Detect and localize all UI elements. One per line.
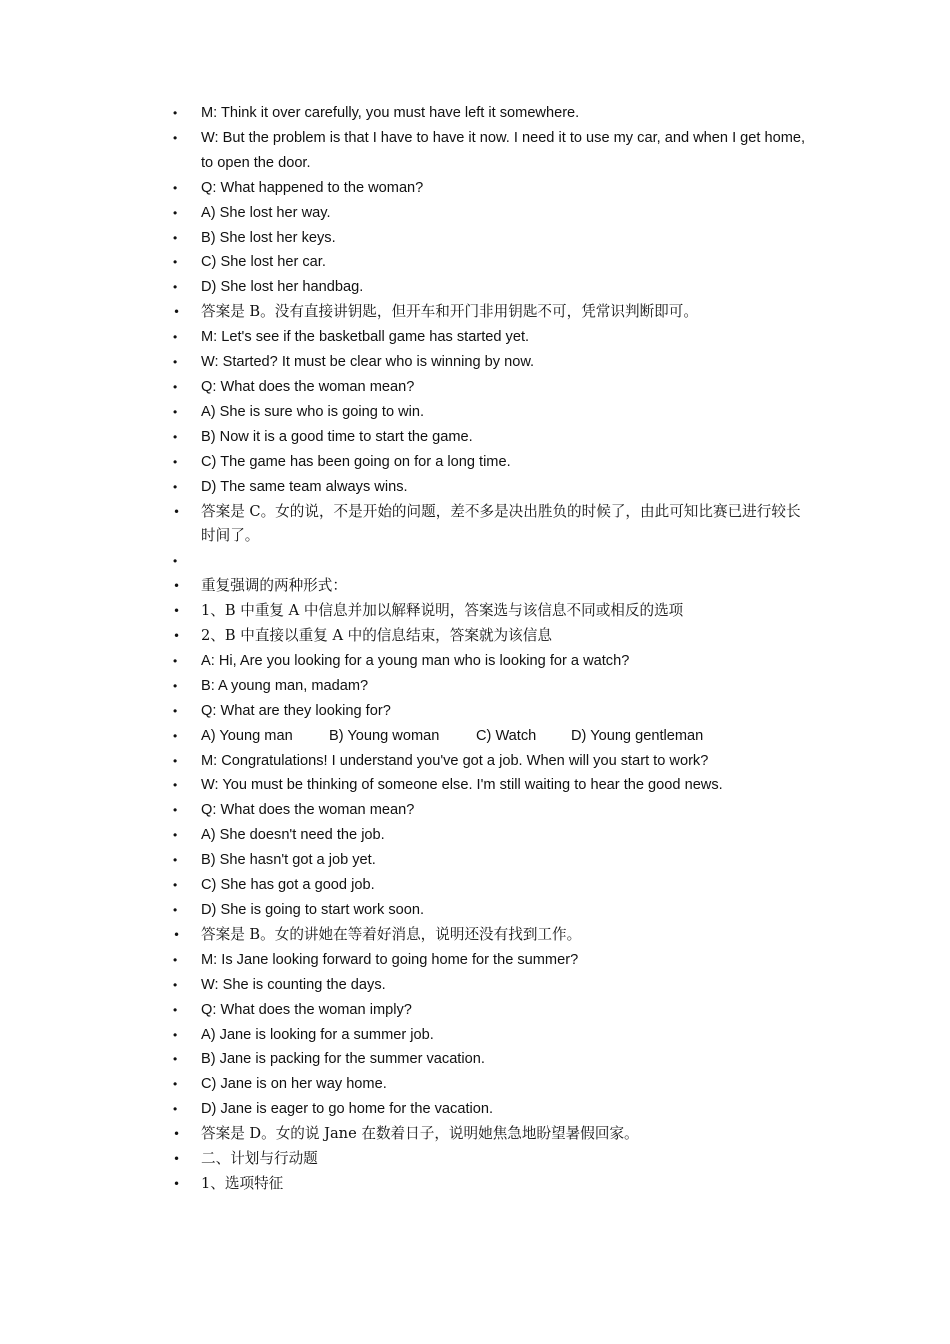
bullet-icon: • [173, 828, 178, 843]
heading-text: 重复强调的两种形式： [201, 577, 347, 595]
answer-text: 答案是 C。女的说，不是开始的问题，差不多是决出胜负的时候了，由此可知比赛已进行较长时间了。 [201, 502, 801, 545]
bullet-icon: • [173, 1176, 181, 1191]
item-text: A) She is sure who is going to win. [201, 403, 425, 420]
item-text: 1、B 中重复 A 中信息并加以解释说明，答案选与该信息不同或相反的选项 [201, 602, 684, 620]
bullet-icon: • [173, 703, 178, 718]
option-d: D) Young gentleman [571, 727, 704, 744]
list-item [170, 176, 815, 201]
list-item [170, 624, 815, 649]
list-item [170, 574, 815, 599]
bullet-icon: • [173, 230, 178, 245]
list-item [170, 300, 815, 325]
list-item [170, 898, 815, 923]
list-item-empty [170, 549, 815, 574]
list-item [170, 450, 815, 475]
list-item [170, 250, 815, 275]
bullet-icon: • [173, 379, 178, 394]
list-item [170, 973, 815, 998]
bullet-icon: • [173, 1027, 178, 1042]
bullet-icon: • [173, 1002, 178, 1017]
bullet-icon: • [173, 429, 178, 444]
list-item [170, 425, 815, 450]
list-item [170, 674, 815, 699]
item-text: C) Jane is on her way home. [201, 1076, 387, 1093]
section-heading: 二、计划与行动题 [201, 1150, 318, 1168]
bullet-icon: • [173, 130, 178, 145]
item-text: A) She doesn't need the job. [201, 827, 385, 844]
item-text: B) She lost her keys. [201, 229, 336, 246]
bullet-icon: • [173, 853, 178, 868]
bullet-icon: • [173, 629, 181, 644]
item-text: M: Think it over carefully, you must have left it somewhere. [201, 105, 580, 121]
item-text: Q: What happened to the woman? [201, 179, 424, 196]
item-text: Q: What does the woman mean? [201, 378, 415, 395]
options-row [201, 724, 815, 749]
bullet-icon: • [173, 1127, 181, 1142]
list-item [170, 101, 815, 126]
bullet-icon: • [173, 404, 178, 419]
list-item [170, 773, 815, 798]
bullet-icon: • [173, 330, 178, 345]
option-a: A) Young man [201, 727, 293, 744]
bullet-icon: • [173, 180, 178, 195]
bullet-icon: • [173, 106, 178, 120]
bullet-icon: • [173, 255, 178, 270]
bullet-icon: • [173, 803, 178, 818]
bullet-icon: • [173, 977, 178, 992]
list-item [170, 325, 815, 350]
bullet-icon: • [173, 653, 178, 668]
answer-text: 答案是 B。没有直接讲钥匙，但开车和开门非用钥匙不可，凭常识判断即可。 [201, 303, 698, 321]
list-item [170, 500, 815, 550]
list-item [170, 1122, 815, 1147]
bullet-icon: • [173, 504, 181, 519]
item-text: D) She is going to start work soon. [201, 901, 425, 918]
bullet-icon: • [173, 778, 178, 793]
list-item [170, 475, 815, 500]
bullet-icon: • [173, 1077, 178, 1092]
item-text: A) She lost her way. [201, 204, 331, 221]
list-item [170, 201, 815, 226]
item-text: A: Hi, Are you looking for a young man who is looking for a watch? [201, 652, 630, 669]
bullet-icon: • [173, 952, 178, 967]
bullet-icon: • [173, 280, 178, 295]
item-text: C) She lost her car. [201, 254, 326, 271]
list-item [170, 998, 815, 1023]
bullet-icon: • [173, 1102, 178, 1117]
item-text: W: Started? It must be clear who is winning by now. [201, 354, 535, 371]
bullet-icon: • [173, 753, 178, 768]
answer-text: 答案是 B。女的讲她在等着好消息，说明还没有找到工作。 [201, 925, 582, 943]
option-c: C) Watch [476, 727, 537, 744]
list-item [170, 948, 815, 973]
item-text: Q: What does the woman imply? [201, 1001, 412, 1018]
item-text: M: Congratulations! I understand you've got a job. When will you start to work? [201, 752, 709, 769]
list-item-options [170, 724, 815, 749]
option-b: B) Young woman [329, 727, 440, 744]
answer-text: 答案是 D。女的说 Jane 在数着日子，说明她焦急地盼望暑假回家。 [201, 1125, 639, 1143]
subsection-heading: 1、选项特征 [201, 1174, 284, 1192]
item-text: D) Jane is eager to go home for the vacation. [201, 1101, 494, 1118]
list-item [170, 798, 815, 823]
item-text: B) Jane is packing for the summer vacation. [201, 1051, 485, 1068]
item-text: B: A young man, madam? [201, 677, 369, 694]
item-text: 2、B 中直接以重复 A 中的信息结束，答案就为该信息 [201, 627, 552, 645]
item-text: B) She hasn't got a job yet. [201, 852, 376, 869]
item-text: B) Now it is a good time to start the game. [201, 428, 473, 445]
bullet-list [170, 101, 815, 1197]
list-item [170, 599, 815, 624]
bullet-icon: • [173, 878, 178, 893]
bullet-icon: • [173, 678, 178, 693]
item-text: Q: What are they looking for? [201, 702, 391, 719]
list-item [170, 400, 815, 425]
item-text: C) The game has been going on for a long time. [201, 453, 511, 470]
item-text: C) She has got a good job. [201, 877, 375, 894]
list-item [170, 1147, 815, 1172]
bullet-icon: • [173, 1052, 178, 1067]
list-item [170, 923, 815, 948]
item-text: W: But the problem is that I have to have it now. I need it to use my car, and when I get home, to open the door. [201, 129, 806, 171]
list-item [170, 126, 815, 176]
list-item [170, 1097, 815, 1122]
bullet-icon: • [173, 205, 178, 220]
item-text: D) The same team always wins. [201, 478, 408, 495]
bullet-icon: • [173, 479, 178, 494]
bullet-icon: • [173, 927, 181, 942]
bullet-icon: • [173, 579, 181, 594]
item-text: M: Let's see if the basketball game has started yet. [201, 329, 530, 346]
list-item [170, 1072, 815, 1097]
list-item [170, 375, 815, 400]
bullet-icon: • [173, 454, 178, 469]
item-text: Q: What does the woman mean? [201, 802, 415, 819]
list-item [170, 873, 815, 898]
bullet-icon: • [173, 902, 178, 917]
item-text: M: Is Jane looking forward to going home for the summer? [201, 951, 579, 968]
bullet-icon: • [173, 554, 178, 569]
list-item [170, 749, 815, 774]
list-item [170, 823, 815, 848]
list-item [170, 1047, 815, 1072]
list-item [170, 848, 815, 873]
bullet-icon: • [173, 1152, 181, 1167]
item-text: D) She lost her handbag. [201, 279, 364, 296]
item-text: W: You must be thinking of someone else. I'm still waiting to hear the good news. [201, 777, 723, 794]
list-item [170, 1172, 815, 1197]
item-text: A) Jane is looking for a summer job. [201, 1026, 434, 1043]
list-item [170, 350, 815, 375]
list-item [170, 1023, 815, 1048]
item-text: W: She is counting the days. [201, 976, 386, 993]
list-item [170, 275, 815, 300]
bullet-icon: • [173, 604, 181, 619]
list-item [170, 699, 815, 724]
bullet-icon: • [173, 305, 181, 320]
list-item [170, 226, 815, 251]
bullet-icon: • [173, 355, 178, 370]
list-item [170, 649, 815, 674]
bullet-icon: • [173, 728, 178, 743]
